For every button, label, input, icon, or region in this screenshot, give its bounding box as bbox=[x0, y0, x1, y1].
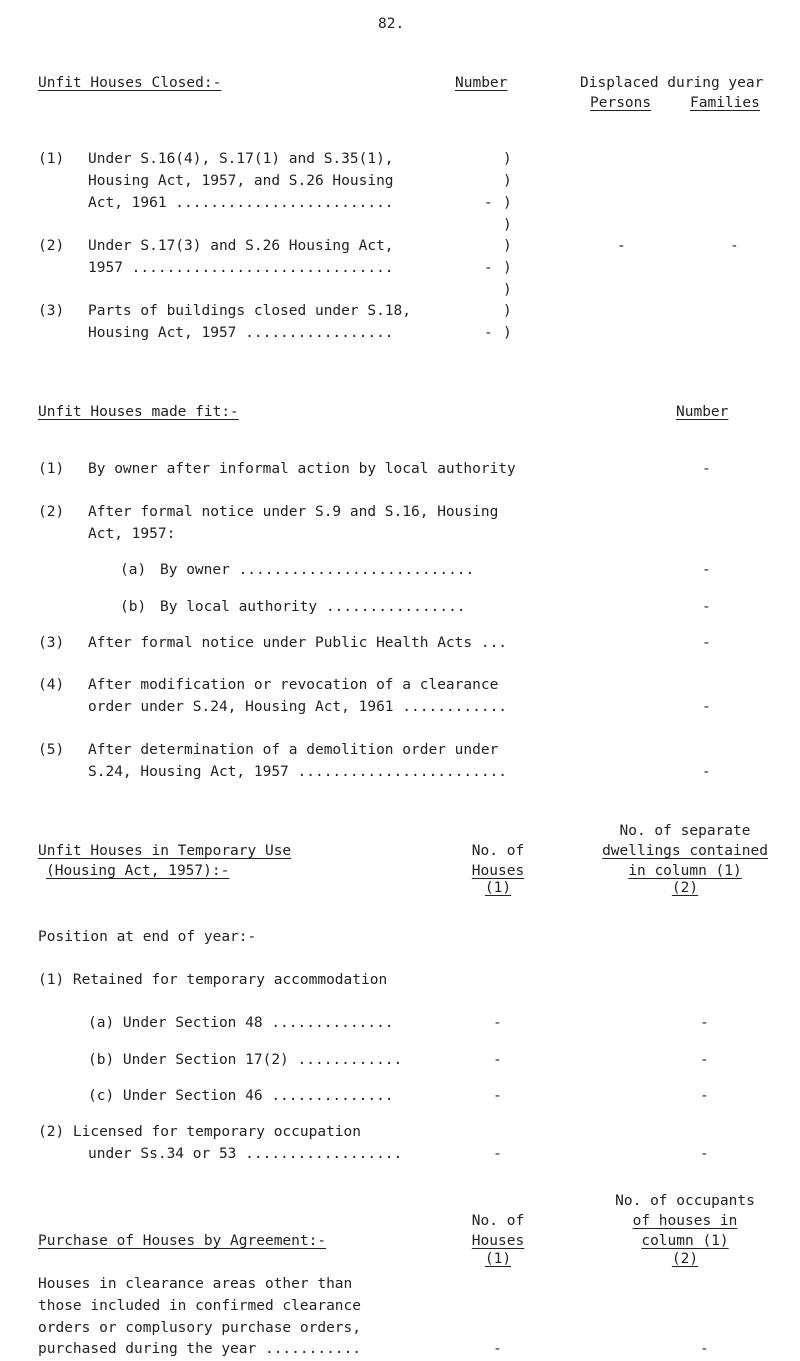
made-fit-heading: Unfit Houses made fit:- bbox=[38, 404, 239, 420]
brace: ) bbox=[503, 217, 512, 233]
purchase-col2-num: (2) bbox=[671, 1251, 699, 1267]
made-fit-item-text: By owner after informal action by local authority bbox=[88, 461, 516, 477]
closed-item-num: (3) bbox=[38, 303, 65, 319]
temporary-row-value: - bbox=[700, 1052, 709, 1068]
closed-heading: Unfit Houses Closed:- bbox=[38, 75, 222, 91]
page-number: 82. bbox=[378, 16, 405, 32]
made-fit-item-text: After formal notice under Public Health Acts ... bbox=[88, 635, 508, 651]
closed-item-line: Parts of buildings closed under S.18, bbox=[88, 303, 412, 319]
temporary-row: (c) Under Section 46 .............. bbox=[88, 1088, 394, 1104]
temporary-heading: Unfit Houses in Temporary Use bbox=[38, 843, 292, 859]
made-fit-item-text: After formal notice under S.9 and S.16, Housing bbox=[88, 504, 499, 520]
purchase-col2-header: of houses in bbox=[632, 1213, 738, 1229]
temporary-row-value: - bbox=[700, 1015, 709, 1031]
brace: ) bbox=[503, 303, 512, 319]
temporary-row: (b) Under Section 17(2) ............ bbox=[88, 1052, 403, 1068]
temporary-col2-header: in column (1) bbox=[628, 863, 742, 879]
closed-item-line: Act, 1961 ......................... bbox=[88, 195, 394, 211]
closed-col-number: Number bbox=[455, 75, 508, 91]
temporary-row-value: - bbox=[700, 1088, 709, 1104]
purchase-text: those included in confirmed clearance bbox=[38, 1298, 362, 1314]
made-fit-value: - bbox=[702, 764, 711, 780]
purchase-col1-header: Houses bbox=[471, 1233, 525, 1249]
closed-col-displaced: Displaced during year bbox=[580, 75, 764, 91]
brace: ) bbox=[503, 151, 512, 167]
made-fit-item-num: (1) bbox=[38, 461, 65, 477]
temporary-row-value: - bbox=[493, 1052, 502, 1068]
purchase-text: purchased during the year ........... bbox=[38, 1341, 362, 1357]
position-line: Position at end of year:- bbox=[38, 929, 257, 945]
made-fit-value: - bbox=[702, 599, 711, 615]
purchase-text: orders or complusory purchase orders, bbox=[38, 1320, 362, 1336]
made-fit-item-text: By owner ........................... bbox=[160, 562, 475, 578]
temporary-row: (a) Under Section 48 .............. bbox=[88, 1015, 394, 1031]
made-fit-value: - bbox=[702, 562, 711, 578]
made-fit-item-num: (4) bbox=[38, 677, 65, 693]
brace: ) bbox=[503, 260, 512, 276]
brace: ) bbox=[503, 238, 512, 254]
temporary-row-value: - bbox=[493, 1088, 502, 1104]
brace: ) bbox=[503, 282, 512, 298]
brace: ) bbox=[503, 173, 512, 189]
closed-number-value: - bbox=[484, 325, 493, 341]
purchase-col2-header: column (1) bbox=[641, 1233, 729, 1249]
closed-col-persons: Persons bbox=[590, 95, 652, 111]
closed-item-line: 1957 .............................. bbox=[88, 260, 394, 276]
made-fit-value: - bbox=[702, 461, 711, 477]
temporary-col2-num: (2) bbox=[671, 880, 699, 896]
made-fit-item-text: S.24, Housing Act, 1957 ........................ bbox=[88, 764, 508, 780]
purchase-heading: Purchase of Houses by Agreement:- bbox=[38, 1233, 327, 1249]
closed-families-value: - bbox=[730, 238, 739, 254]
made-fit-item-num: (2) bbox=[38, 504, 65, 520]
temporary-row-value: - bbox=[493, 1015, 502, 1031]
brace: ) bbox=[503, 195, 512, 211]
temporary-col1-num: (1) bbox=[484, 880, 512, 896]
closed-item-line: Under S.16(4), S.17(1) and S.35(1), bbox=[88, 151, 394, 167]
temporary-col1-header: Houses bbox=[471, 863, 525, 879]
licensed-line: (2) Licensed for temporary occupation bbox=[38, 1124, 362, 1140]
made-fit-item-text: After modification or revocation of a clearance bbox=[88, 677, 499, 693]
temporary-col2-header: dwellings contained bbox=[602, 843, 768, 859]
made-fit-item-num: (3) bbox=[38, 635, 65, 651]
brace: ) bbox=[503, 325, 512, 341]
made-fit-col-number: Number bbox=[676, 404, 729, 420]
made-fit-value: - bbox=[702, 635, 711, 651]
purchase-col1-header: No. of bbox=[471, 1213, 525, 1229]
made-fit-item-text: Act, 1957: bbox=[88, 526, 176, 542]
temporary-heading-act: (Housing Act, 1957):- bbox=[46, 863, 230, 879]
closed-item-num: (1) bbox=[38, 151, 65, 167]
temporary-col2-header: No. of separate bbox=[619, 823, 751, 839]
made-fit-item-num: (5) bbox=[38, 742, 65, 758]
licensed-value: - bbox=[493, 1146, 502, 1162]
purchase-col1-num: (1) bbox=[484, 1251, 512, 1267]
closed-item-line: Housing Act, 1957 ................. bbox=[88, 325, 394, 341]
made-fit-item-text: After determination of a demolition order under bbox=[88, 742, 499, 758]
made-fit-item-text: By local authority ................ bbox=[160, 599, 466, 615]
closed-number-value: - bbox=[484, 195, 493, 211]
purchase-col2-header: No. of occupants bbox=[615, 1193, 755, 1209]
made-fit-sub-label: (a) bbox=[120, 562, 147, 578]
closed-number-value: - bbox=[484, 260, 493, 276]
made-fit-sub-label: (b) bbox=[120, 599, 147, 615]
licensed-value: - bbox=[700, 1146, 709, 1162]
purchase-value: - bbox=[700, 1341, 709, 1357]
retained-line: (1) Retained for temporary accommodation bbox=[38, 972, 388, 988]
closed-item-num: (2) bbox=[38, 238, 65, 254]
made-fit-item-text: order under S.24, Housing Act, 1961 ............ bbox=[88, 699, 508, 715]
licensed-line: under Ss.34 or 53 .................. bbox=[88, 1146, 403, 1162]
purchase-text: Houses in clearance areas other than bbox=[38, 1276, 353, 1292]
closed-persons-value: - bbox=[617, 238, 626, 254]
purchase-value: - bbox=[493, 1341, 502, 1357]
closed-item-line: Under S.17(3) and S.26 Housing Act, bbox=[88, 238, 394, 254]
closed-col-families: Families bbox=[690, 95, 760, 111]
temporary-col1-header: No. of bbox=[471, 843, 525, 859]
made-fit-value: - bbox=[702, 699, 711, 715]
closed-item-line: Housing Act, 1957, and S.26 Housing bbox=[88, 173, 394, 189]
